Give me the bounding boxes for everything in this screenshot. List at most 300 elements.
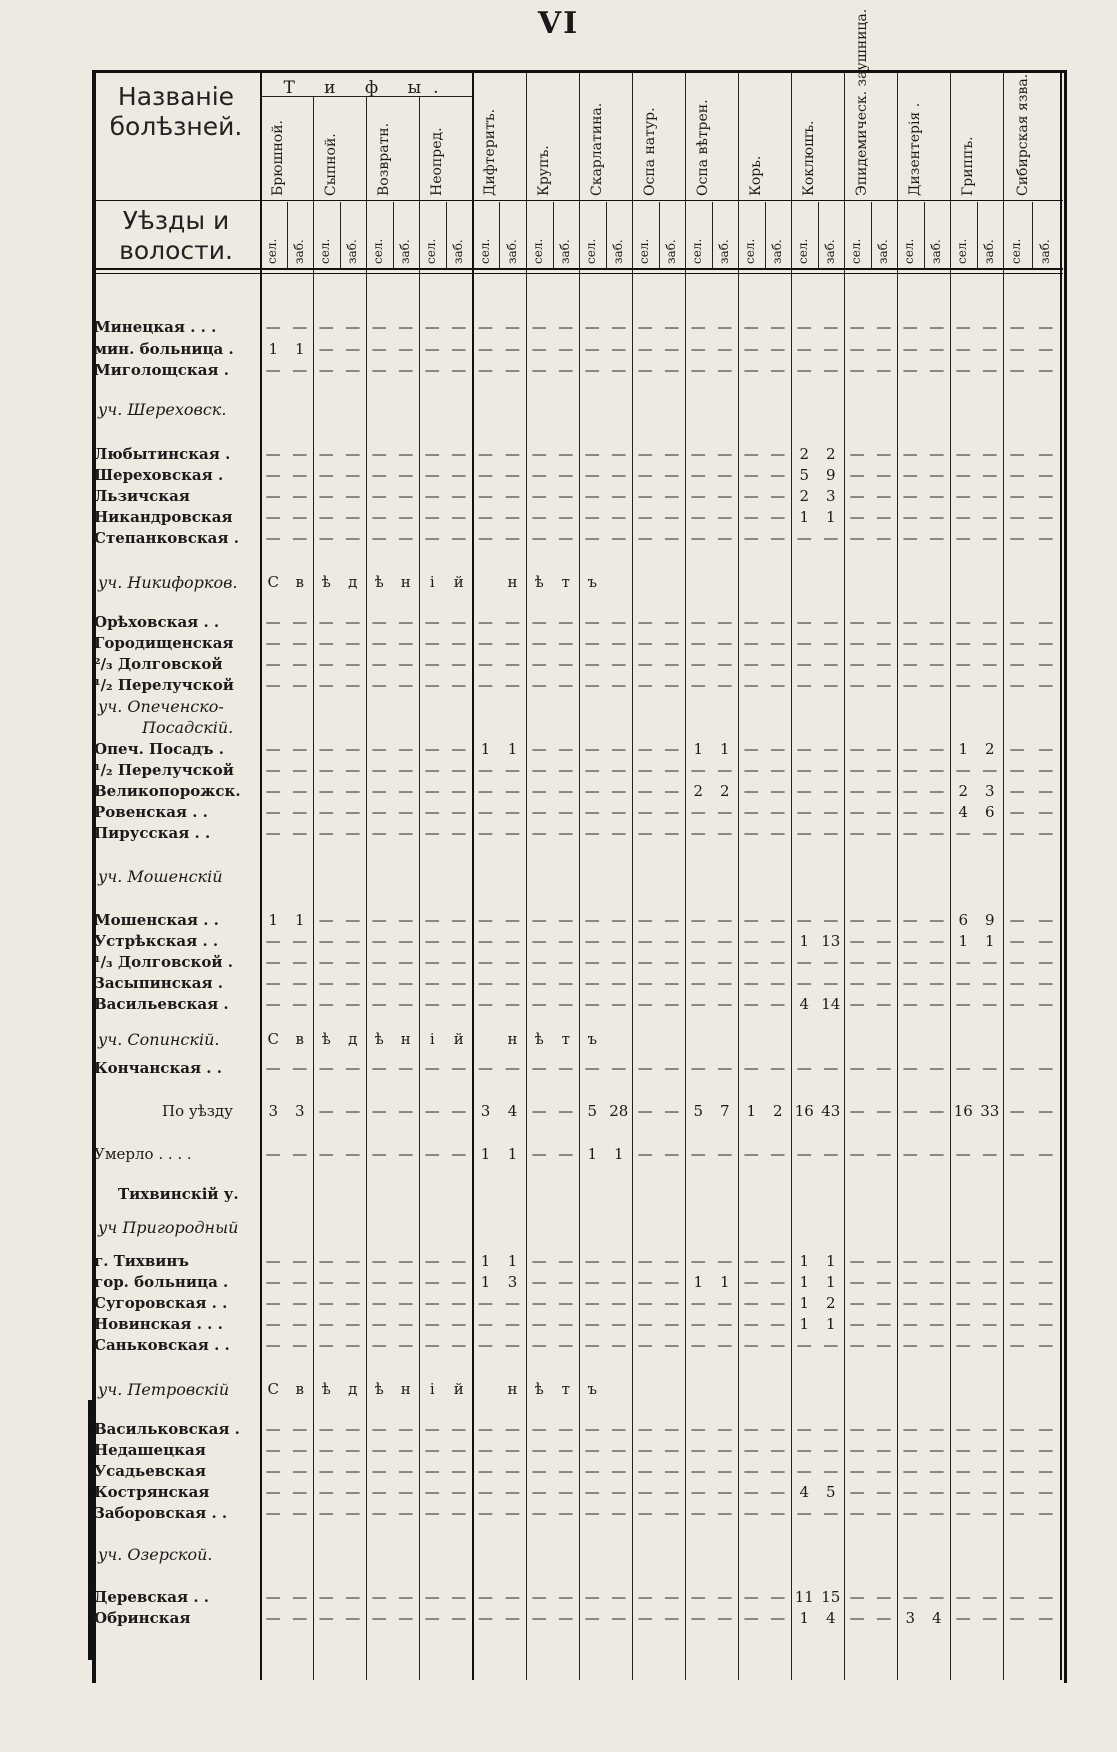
cell-empty: — <box>478 782 493 800</box>
cell-empty: — <box>611 676 627 694</box>
cell-empty: — <box>717 1462 733 1480</box>
cell-empty: — <box>611 782 627 800</box>
cell-empty: — <box>955 487 971 505</box>
district-label: Любытинская . <box>94 445 231 463</box>
column-divider <box>632 72 633 1680</box>
cell-empty: — <box>478 953 493 971</box>
cell-empty: — <box>955 1609 971 1627</box>
cell-empty: — <box>637 761 653 779</box>
cell-empty: — <box>265 995 281 1013</box>
cell-empty: — <box>690 932 706 950</box>
cell-empty: — <box>796 613 812 631</box>
cell-empty: — <box>876 1252 892 1270</box>
cell-empty: — <box>717 932 733 950</box>
cell-empty: — <box>955 761 971 779</box>
cell-empty: — <box>292 1336 308 1354</box>
cell-empty: — <box>982 655 998 673</box>
cell-value: 7 <box>719 1102 730 1120</box>
cell-empty: — <box>637 740 653 758</box>
cell-empty: — <box>637 782 653 800</box>
cell-empty: — <box>1009 1102 1025 1120</box>
cell-empty: — <box>451 1273 467 1291</box>
cell-empty: — <box>424 445 440 463</box>
cell-empty: — <box>398 634 414 652</box>
cell-empty: — <box>664 676 680 694</box>
cell-empty: — <box>531 1273 547 1291</box>
cell-empty: — <box>637 1609 653 1627</box>
cell-empty: — <box>558 1145 574 1163</box>
no-data-letter: ѣ <box>321 1030 331 1048</box>
district-label: Кострянская <box>94 1483 210 1501</box>
cell-value: 2 <box>719 782 730 800</box>
cell-empty: — <box>265 974 281 992</box>
cell-empty: — <box>770 1294 786 1312</box>
cell-empty: — <box>664 613 680 631</box>
cell-empty: — <box>929 361 945 379</box>
district-label: Сугоровская . . <box>94 1294 228 1312</box>
cell-empty: — <box>743 1336 759 1354</box>
cell-empty: — <box>982 529 998 547</box>
cell-empty: — <box>929 782 945 800</box>
cell-empty: — <box>955 974 971 992</box>
no-data-letter: ѣ <box>374 1030 384 1048</box>
cell-empty: — <box>478 1420 493 1438</box>
cell-value: 1 <box>799 1315 810 1333</box>
cell-empty: — <box>876 932 892 950</box>
cell-empty: — <box>929 761 945 779</box>
no-data-letter: н <box>400 1380 411 1398</box>
cell-empty: — <box>478 995 493 1013</box>
cell-empty: — <box>743 1483 759 1501</box>
cell-empty: — <box>505 655 520 673</box>
cell-empty: — <box>371 1462 387 1480</box>
no-data-letter: ѣ <box>534 1380 544 1398</box>
cell-empty: — <box>955 676 971 694</box>
cell-empty: — <box>478 340 493 358</box>
cell-empty: — <box>558 953 574 971</box>
cell-empty: — <box>451 932 467 950</box>
cell-empty: — <box>955 466 971 484</box>
cell-empty: — <box>318 655 334 673</box>
cell-empty: — <box>876 340 892 358</box>
cell-empty: — <box>982 466 998 484</box>
cell-value: 2 <box>984 740 995 758</box>
cell-empty: — <box>478 613 493 631</box>
cell-empty: — <box>531 803 547 821</box>
cell-empty: — <box>424 1145 440 1163</box>
cell-value: 1 <box>825 1315 836 1333</box>
cell-empty: — <box>398 1252 414 1270</box>
cell-value: 1 <box>799 1609 810 1627</box>
no-data-letter: ѣ <box>321 573 331 591</box>
cell-empty: — <box>292 1504 308 1522</box>
cell-empty: — <box>929 676 945 694</box>
cell-value: 9 <box>825 466 836 484</box>
cell-empty: — <box>558 613 574 631</box>
district-label: Засыпинская . <box>94 974 224 992</box>
cell-empty: — <box>318 1315 334 1333</box>
cell-empty: — <box>531 1462 547 1480</box>
no-data-letter: ъ <box>587 573 598 591</box>
cell-empty: — <box>424 1483 440 1501</box>
cell-empty: — <box>876 1462 892 1480</box>
cell-empty: — <box>902 340 918 358</box>
cell-empty: — <box>982 361 998 379</box>
cell-empty: — <box>664 1441 680 1459</box>
cell-empty: — <box>558 1441 574 1459</box>
cell-empty: — <box>611 340 627 358</box>
cell-value: 4 <box>931 1609 942 1627</box>
cell-empty: — <box>424 953 440 971</box>
cell-empty: — <box>584 761 600 779</box>
cell-empty: — <box>265 803 281 821</box>
cell-empty: — <box>743 1252 759 1270</box>
cell-value: 4 <box>958 803 969 821</box>
cell-empty: — <box>584 1504 600 1522</box>
cell-empty: — <box>345 529 361 547</box>
cell-empty: — <box>902 995 918 1013</box>
column-header: Дизентерія . <box>906 102 923 196</box>
cell-empty: — <box>902 1145 918 1163</box>
cell-empty: — <box>318 508 334 526</box>
cell-empty: — <box>558 1504 574 1522</box>
cell-empty: — <box>424 361 440 379</box>
cell-empty: — <box>505 529 520 547</box>
cell-empty: — <box>611 508 627 526</box>
cell-empty: — <box>478 1336 493 1354</box>
cell-empty: — <box>584 974 600 992</box>
cell-empty: — <box>1009 740 1025 758</box>
cell-empty: — <box>664 508 680 526</box>
cell-empty: — <box>770 761 786 779</box>
cell-empty: — <box>717 655 733 673</box>
cell-empty: — <box>929 1462 945 1480</box>
cell-empty: — <box>398 1102 414 1120</box>
cell-value: 16 <box>953 1102 973 1120</box>
cell-value: 11 <box>794 1588 814 1606</box>
cell-value: 1 <box>480 1252 491 1270</box>
subcolumn-divider <box>287 202 288 268</box>
cell-empty: — <box>398 1504 414 1522</box>
cell-empty: — <box>717 1441 733 1459</box>
cell-empty: — <box>743 1145 759 1163</box>
cell-empty: — <box>398 1294 414 1312</box>
cell-empty: — <box>371 803 387 821</box>
cell-empty: — <box>690 318 706 336</box>
cell-empty: — <box>717 1609 733 1627</box>
cell-empty: — <box>743 655 759 673</box>
cell-empty: — <box>398 1609 414 1627</box>
cell-empty: — <box>743 932 759 950</box>
column-divider <box>579 72 580 1680</box>
cell-empty: — <box>292 1462 308 1480</box>
cell-value: 1 <box>613 1145 624 1163</box>
cell-empty: — <box>292 953 308 971</box>
cell-empty: — <box>371 932 387 950</box>
cell-empty: — <box>371 318 387 336</box>
column-divider <box>738 72 739 1680</box>
cell-empty: — <box>902 1252 918 1270</box>
subheader-sel: сел. <box>743 238 758 264</box>
cell-empty: — <box>849 1294 865 1312</box>
cell-empty: — <box>611 613 627 631</box>
cell-empty: — <box>531 466 547 484</box>
cell-empty: — <box>796 655 812 673</box>
cell-empty: — <box>611 1441 627 1459</box>
cell-empty: — <box>292 974 308 992</box>
cell-empty: — <box>584 782 600 800</box>
cell-empty: — <box>292 1420 308 1438</box>
no-data-letter: н <box>507 1380 518 1398</box>
cell-empty: — <box>318 1336 334 1354</box>
cell-empty: — <box>505 1315 520 1333</box>
cell-empty: — <box>849 1336 865 1354</box>
cell-value: 3 <box>268 1102 279 1120</box>
cell-empty: — <box>664 803 680 821</box>
cell-empty: — <box>345 445 361 463</box>
cell-empty: — <box>398 1420 414 1438</box>
district-label: Новинская . . . <box>94 1315 223 1333</box>
cell-empty: — <box>982 761 998 779</box>
cell-empty: — <box>451 487 467 505</box>
cell-empty: — <box>1009 445 1025 463</box>
cell-empty: — <box>345 995 361 1013</box>
cell-empty: — <box>664 1420 680 1438</box>
cell-empty: — <box>478 1462 493 1480</box>
cell-empty: — <box>584 740 600 758</box>
cell-empty: — <box>505 1609 520 1627</box>
cell-empty: — <box>637 1441 653 1459</box>
cell-empty: — <box>849 361 865 379</box>
cell-empty: — <box>982 1609 998 1627</box>
cell-empty: — <box>584 1336 600 1354</box>
cell-empty: — <box>558 761 574 779</box>
cell-empty: — <box>717 803 733 821</box>
cell-empty: — <box>478 911 493 929</box>
cell-empty: — <box>849 1145 865 1163</box>
cell-empty: — <box>770 974 786 992</box>
cell-empty: — <box>611 1294 627 1312</box>
cell-empty: — <box>451 613 467 631</box>
no-data-letter: н <box>507 573 518 591</box>
cell-empty: — <box>849 508 865 526</box>
cell-empty: — <box>1038 974 1054 992</box>
cell-empty: — <box>743 1588 759 1606</box>
cell-empty: — <box>345 1483 361 1501</box>
cell-empty: — <box>345 1294 361 1312</box>
subheader-zab: заб. <box>716 239 731 264</box>
cell-empty: — <box>505 995 520 1013</box>
cell-empty: — <box>611 1336 627 1354</box>
cell-value: 1 <box>799 1252 810 1270</box>
cell-empty: — <box>1009 1609 1025 1627</box>
cell-empty: — <box>451 340 467 358</box>
cell-empty: — <box>531 1588 547 1606</box>
cell-empty: — <box>823 529 839 547</box>
cell-empty: — <box>770 487 786 505</box>
cell-empty: — <box>318 1059 334 1077</box>
district-label: Орѣховская . . <box>94 613 220 631</box>
cell-empty: — <box>345 361 361 379</box>
subheader-zab: заб. <box>291 239 306 264</box>
cell-empty: — <box>743 634 759 652</box>
cell-empty: — <box>876 1315 892 1333</box>
cell-empty: — <box>558 340 574 358</box>
cell-empty: — <box>1038 1462 1054 1480</box>
cell-empty: — <box>1009 1441 1025 1459</box>
cell-empty: — <box>1009 761 1025 779</box>
subcolumn-divider <box>606 202 607 268</box>
cell-empty: — <box>664 1102 680 1120</box>
cell-empty: — <box>902 824 918 842</box>
cell-empty: — <box>398 824 414 842</box>
cell-value: 2 <box>958 782 969 800</box>
cell-empty: — <box>584 1609 600 1627</box>
header-rule-top <box>92 268 1063 270</box>
cell-empty: — <box>902 953 918 971</box>
cell-empty: — <box>664 953 680 971</box>
column-header: Скарлатина. <box>588 102 605 196</box>
page-number: VI <box>537 6 580 41</box>
column-header: Оспа натур. <box>641 107 658 196</box>
cell-empty: — <box>690 508 706 526</box>
cell-empty: — <box>558 932 574 950</box>
cell-empty: — <box>398 508 414 526</box>
diseases-title: Названіе болѣзней. <box>109 82 243 141</box>
cell-empty: — <box>265 1145 281 1163</box>
cell-empty: — <box>611 911 627 929</box>
cell-empty: — <box>292 1441 308 1459</box>
subcolumn-divider <box>977 202 978 268</box>
cell-empty: — <box>371 911 387 929</box>
cell-empty: — <box>664 1336 680 1354</box>
cell-value: 28 <box>609 1102 629 1120</box>
cell-empty: — <box>398 340 414 358</box>
subcolumn-divider <box>712 202 713 268</box>
subheader-sel: сел. <box>371 238 386 264</box>
no-data-letter: д <box>348 1380 358 1398</box>
cell-empty: — <box>318 340 334 358</box>
cell-value: 2 <box>825 1294 836 1312</box>
cell-empty: — <box>398 1315 414 1333</box>
cell-empty: — <box>849 634 865 652</box>
cell-empty: — <box>637 1102 653 1120</box>
cell-empty: — <box>611 655 627 673</box>
cell-empty: — <box>717 1145 733 1163</box>
cell-empty: — <box>743 1504 759 1522</box>
cell-empty: — <box>531 1059 547 1077</box>
cell-value: 1 <box>587 1145 598 1163</box>
cell-empty: — <box>558 1059 574 1077</box>
cell-empty: — <box>717 529 733 547</box>
cell-empty: — <box>982 824 998 842</box>
column-header: Крупъ. <box>535 145 552 196</box>
cell-empty: — <box>345 676 361 694</box>
cell-empty: — <box>505 782 520 800</box>
cell-value: 1 <box>268 340 279 358</box>
cell-empty: — <box>371 824 387 842</box>
no-data-letter: і <box>429 1380 435 1398</box>
subheader-sel: сел. <box>955 238 970 264</box>
no-data-letter: й <box>453 1380 464 1398</box>
cell-empty: — <box>743 1315 759 1333</box>
cell-empty: — <box>531 676 547 694</box>
cell-empty: — <box>318 995 334 1013</box>
cell-empty: — <box>717 1294 733 1312</box>
cell-empty: — <box>531 824 547 842</box>
cell-empty: — <box>371 1102 387 1120</box>
cell-empty: — <box>1009 1252 1025 1270</box>
cell-empty: — <box>770 1441 786 1459</box>
cell-empty: — <box>398 911 414 929</box>
cell-empty: — <box>1009 782 1025 800</box>
cell-empty: — <box>451 445 467 463</box>
cell-empty: — <box>823 634 839 652</box>
cell-empty: — <box>929 1145 945 1163</box>
cell-empty: — <box>876 318 892 336</box>
subheader-sel: сел. <box>318 238 333 264</box>
cell-empty: — <box>955 1059 971 1077</box>
cell-empty: — <box>955 1273 971 1291</box>
cell-empty: — <box>424 911 440 929</box>
cell-empty: — <box>955 634 971 652</box>
cell-empty: — <box>717 508 733 526</box>
cell-empty: — <box>823 1420 839 1438</box>
cell-empty: — <box>451 911 467 929</box>
cell-empty: — <box>558 466 574 484</box>
section-label: уч. Никифорков. <box>98 573 238 592</box>
cell-empty: — <box>902 1420 918 1438</box>
cell-empty: — <box>265 1609 281 1627</box>
cell-empty: — <box>664 1609 680 1627</box>
cell-empty: — <box>1009 1336 1025 1354</box>
cell-empty: — <box>478 1483 493 1501</box>
cell-empty: — <box>770 1315 786 1333</box>
cell-empty: — <box>584 1294 600 1312</box>
cell-empty: — <box>849 953 865 971</box>
cell-value: 4 <box>825 1609 836 1627</box>
cell-empty: — <box>690 1059 706 1077</box>
cell-empty: — <box>424 1441 440 1459</box>
column-divider <box>897 72 898 1680</box>
cell-empty: — <box>478 466 493 484</box>
district-label: Устрѣкская . . <box>94 932 219 950</box>
cell-empty: — <box>1009 361 1025 379</box>
cell-empty: — <box>398 1462 414 1480</box>
cell-empty: — <box>531 508 547 526</box>
cell-empty: — <box>558 1294 574 1312</box>
cell-empty: — <box>743 1441 759 1459</box>
cell-empty: — <box>929 932 945 950</box>
cell-value: 3 <box>984 782 995 800</box>
cell-empty: — <box>318 1102 334 1120</box>
total-label: По уѣзду <box>162 1102 233 1120</box>
district-label: Кончанская . . <box>94 1059 222 1077</box>
cell-empty: — <box>796 953 812 971</box>
cell-empty: — <box>876 1336 892 1354</box>
district-label: Шереховская . <box>94 466 224 484</box>
cell-empty: — <box>424 340 440 358</box>
no-data-letter: ѣ <box>374 573 384 591</box>
cell-empty: — <box>371 445 387 463</box>
cell-empty: — <box>717 1588 733 1606</box>
cell-value: 1 <box>480 1273 491 1291</box>
cell-empty: — <box>876 508 892 526</box>
cell-empty: — <box>743 824 759 842</box>
cell-empty: — <box>770 1609 786 1627</box>
cell-empty: — <box>292 1145 308 1163</box>
cell-empty: — <box>371 974 387 992</box>
